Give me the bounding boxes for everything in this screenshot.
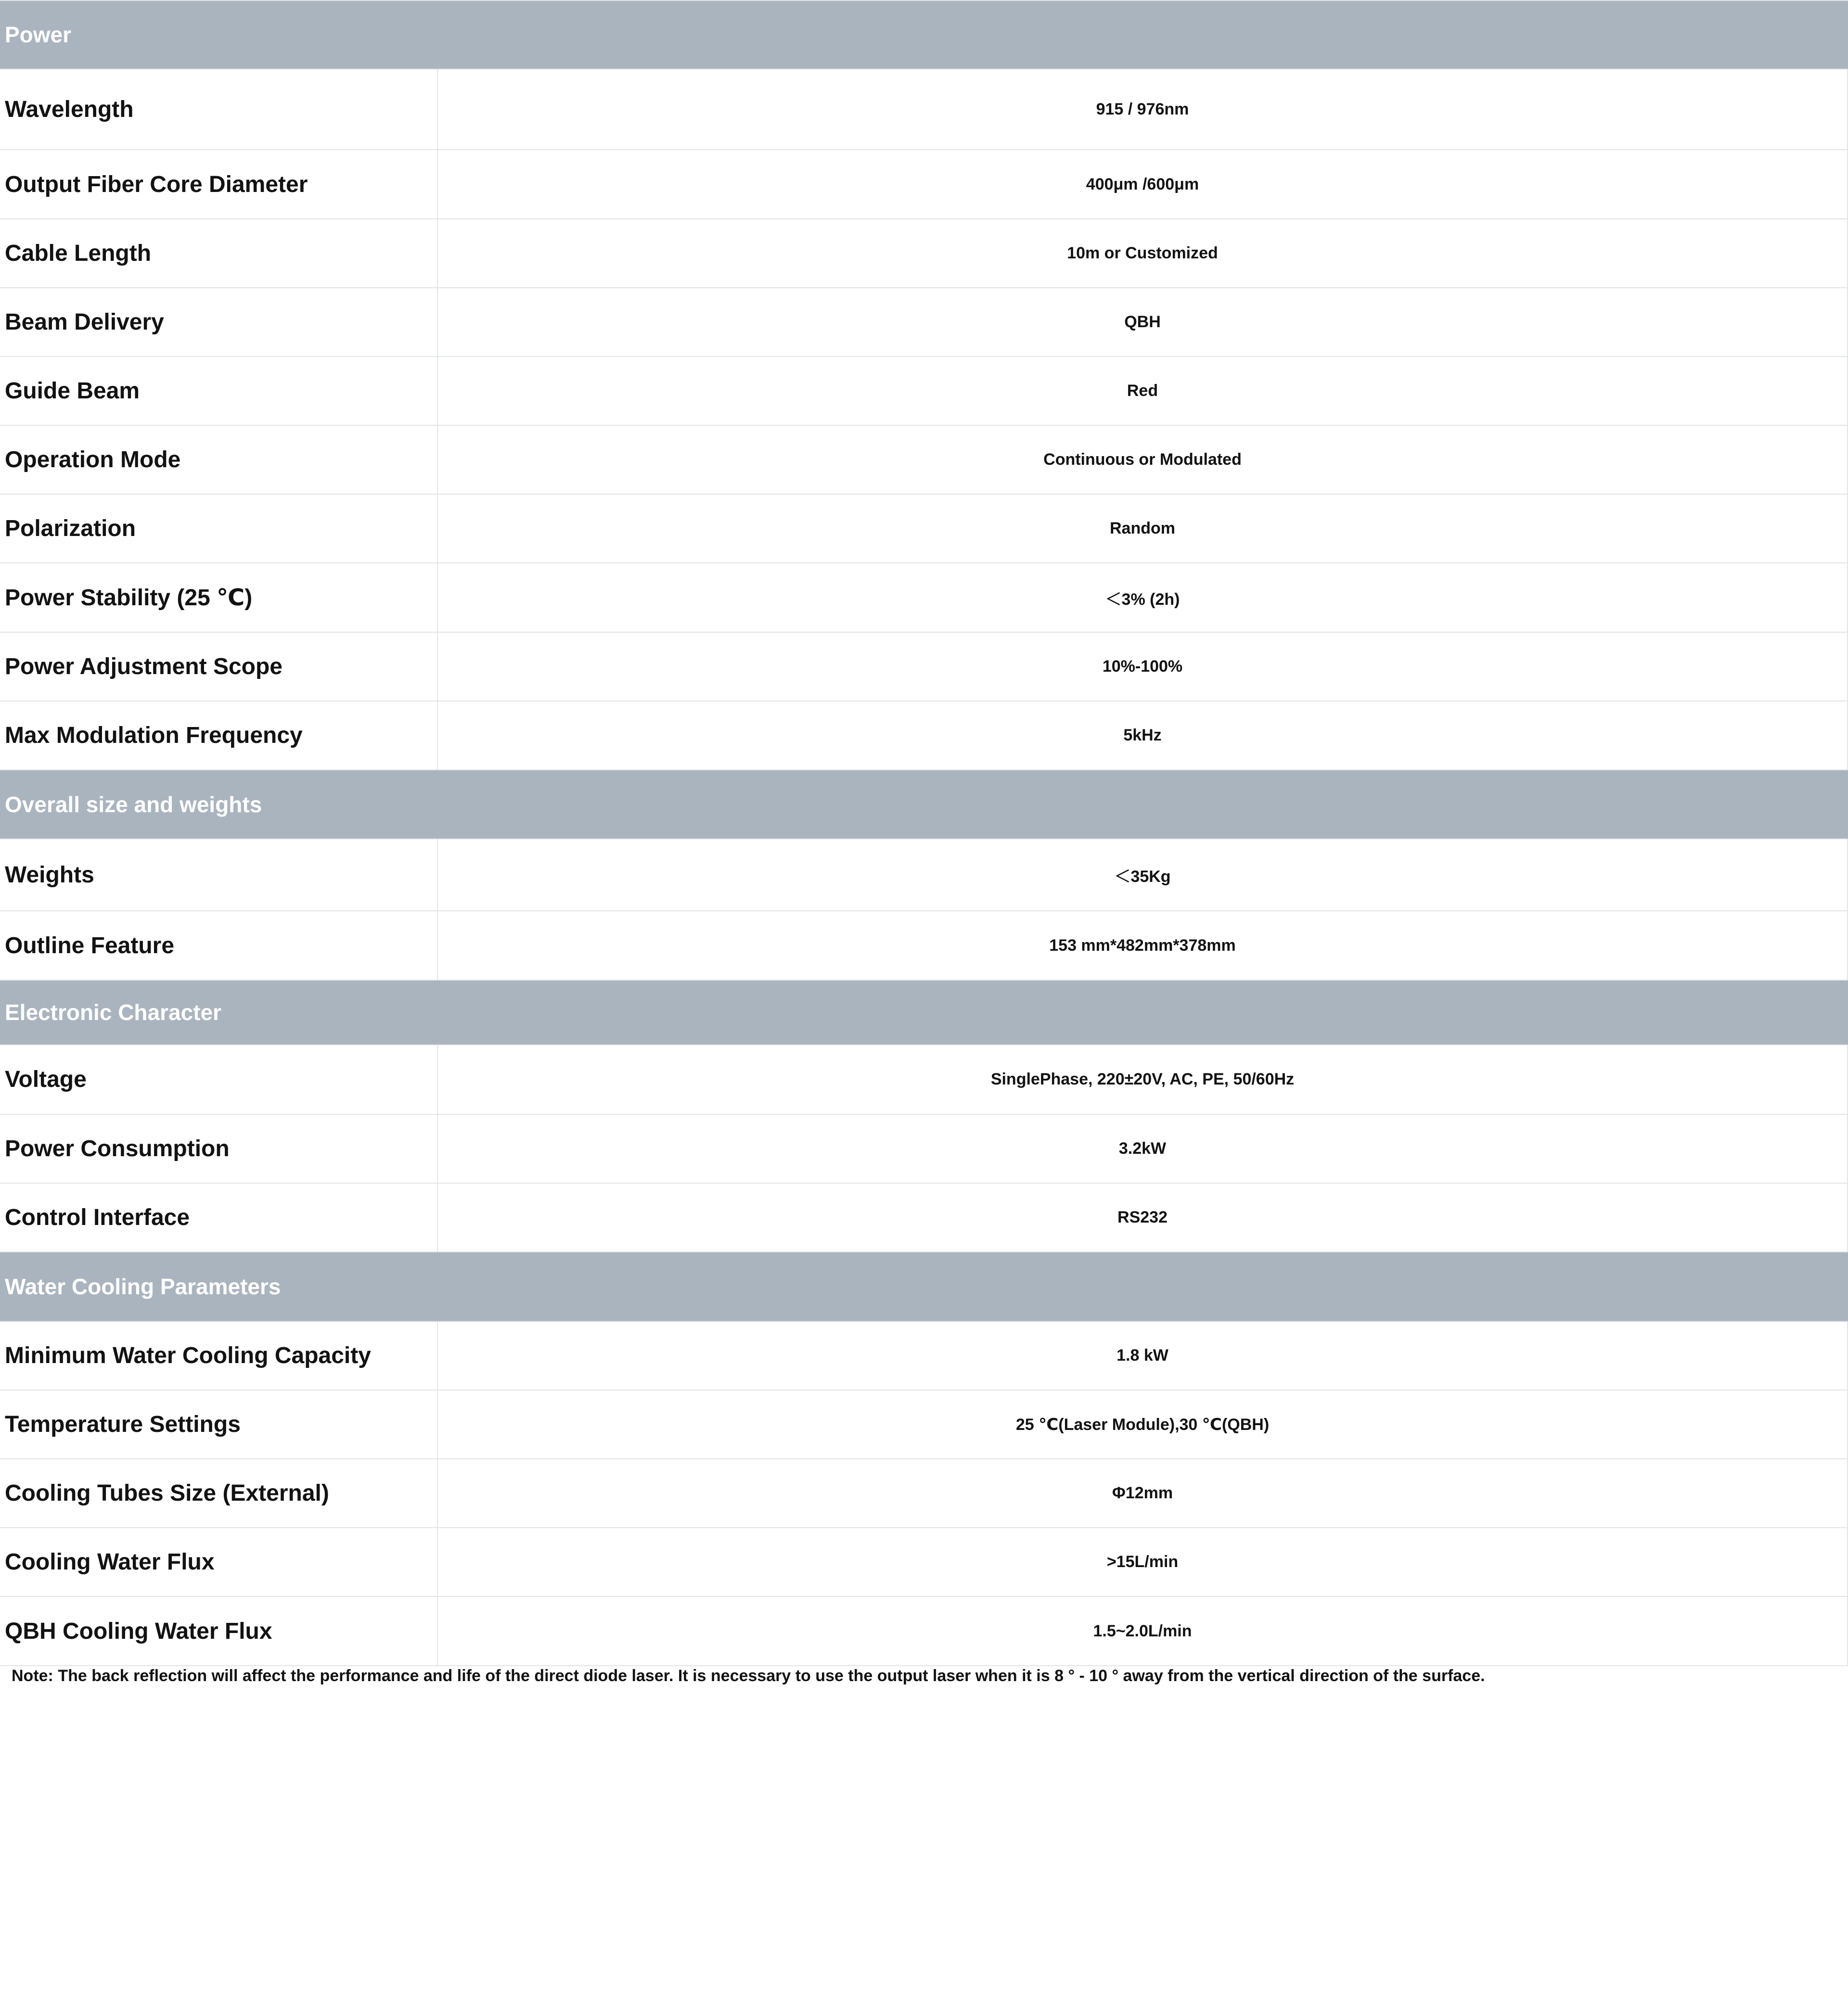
table-row [0, 1045, 1848, 1115]
param-name: Temperature Settings [0, 1390, 438, 1458]
param-value: Random [438, 495, 1848, 562]
table-row [0, 633, 1848, 702]
param-name: Minimum Water Cooling Capacity [0, 1322, 438, 1390]
table-row [0, 357, 1848, 426]
param-value: 3.2kW [438, 1115, 1848, 1183]
table-row [0, 839, 1848, 911]
param-value: 25 ℃(Laser Module),30 ℃(QBH) [438, 1390, 1848, 1458]
param-value: >15L/min [438, 1528, 1848, 1596]
param-value: ＜35Kg [438, 839, 1848, 910]
table-row [0, 563, 1848, 633]
param-name: Max Modulation Frequency [0, 702, 438, 769]
table-row [0, 1390, 1848, 1459]
table-row [0, 288, 1848, 357]
param-name: Cooling Water Flux [0, 1528, 438, 1596]
section-header-power [0, 1, 1848, 69]
param-name: Wavelength [0, 69, 438, 149]
table-row [0, 1184, 1848, 1252]
param-name: Power Consumption [0, 1115, 438, 1183]
param-value: SinglePhase, 220±20V, AC, PE, 50/60Hz [438, 1045, 1848, 1114]
param-name: Weights [0, 839, 438, 910]
section-header-water-cooling [0, 1252, 1848, 1322]
section-title: Electronic Character [5, 1000, 221, 1025]
param-value: 10m or Customized [438, 219, 1848, 287]
param-value: Continuous or Modulated [438, 426, 1848, 494]
section-title: Overall size and weights [5, 791, 262, 817]
section-header-electronic [0, 981, 1848, 1045]
footnote: Note: The back reflection will affect the performance and life of the direct diode laser. It is necessary to use the output laser when it is 8 ° - 10 ° away from the vertical direction of the surface. [12, 1667, 1485, 1685]
param-name: Power Adjustment Scope [0, 633, 438, 701]
param-value: RS232 [438, 1184, 1848, 1251]
param-value: 1.5~2.0L/min [438, 1597, 1848, 1665]
table-row [0, 1528, 1848, 1597]
param-name: Output Fiber Core Diameter [0, 150, 438, 218]
param-value: 10%-100% [438, 633, 1848, 701]
table-row [0, 911, 1848, 981]
param-value: QBH [438, 288, 1848, 356]
param-value: 5kHz [438, 702, 1848, 769]
param-value: ＜3% (2h) [438, 563, 1848, 632]
param-name: Cooling Tubes Size (External) [0, 1459, 438, 1527]
param-name: QBH Cooling Water Flux [0, 1597, 438, 1665]
param-name: Guide Beam [0, 357, 438, 425]
table-row [0, 219, 1848, 288]
param-value: 400μm /600μm [438, 150, 1848, 218]
param-name: Power Stability (25 ℃) [0, 563, 438, 632]
table-row [0, 426, 1848, 495]
section-title: Power [5, 22, 72, 47]
param-value: 153 mm*482mm*378mm [438, 911, 1848, 980]
table-row [0, 495, 1848, 563]
table-row [0, 702, 1848, 770]
param-name: Voltage [0, 1045, 438, 1114]
param-name: Control Interface [0, 1184, 438, 1251]
param-name: Outline Feature [0, 911, 438, 980]
section-title: Water Cooling Parameters [5, 1274, 281, 1299]
param-name: Cable Length [0, 219, 438, 287]
param-name: Operation Mode [0, 426, 438, 494]
table-row [0, 1459, 1848, 1528]
table-row [0, 1322, 1848, 1390]
param-value: Φ12mm [438, 1459, 1848, 1527]
param-name: Polarization [0, 495, 438, 562]
param-value: Red [438, 357, 1848, 425]
param-value: 1.8 kW [438, 1322, 1848, 1390]
table-row [0, 69, 1848, 150]
param-name: Beam Delivery [0, 288, 438, 356]
table-row [0, 150, 1848, 219]
table-row [0, 1115, 1848, 1184]
table-row [0, 1597, 1848, 1666]
param-value: 915 / 976nm [438, 69, 1848, 149]
section-header-size-weights [0, 770, 1848, 839]
